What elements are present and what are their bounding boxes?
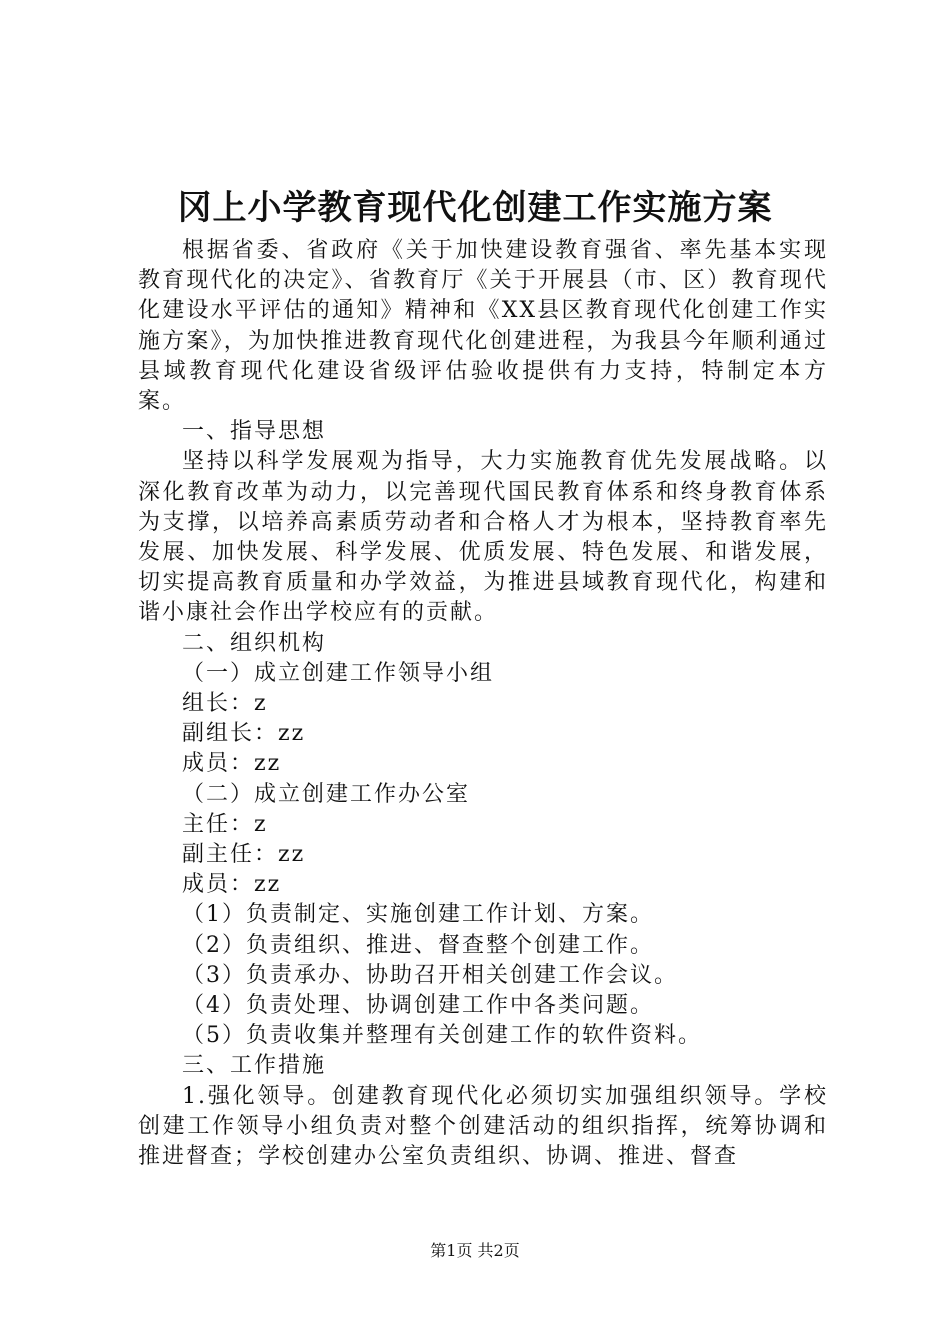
section-heading-organization: 二、组织机构 [182, 630, 327, 656]
leader-line: 组长：z [182, 691, 268, 717]
subheading-office: （二）成立创建工作办公室 [182, 781, 471, 807]
document-body [138, 236, 828, 1172]
office-members-line: 成员：zz [182, 872, 282, 898]
duty-item-2: （2）负责组织、推进、督查整个创建工作。 [182, 932, 654, 958]
document-title: 冈上小学教育现代化创建工作实施方案 [177, 188, 773, 228]
page-footer: 第1页 共2页 [430, 1241, 520, 1260]
intro-paragraph: 根据省委、省政府《关于加快建设教育强省、率先基本实现教育现代化的决定》、省教育厅《关于开展县（市、区）教育现代化建设水平评估的通知》精神和《XX县区教育现代化创建工作实施方案》，为加快推进教育现代化创建进程，为我县今年顺利通过县域教育现代化建设省级评估验收提供有力支持，特制定本方案。 [138, 238, 828, 415]
deputy-leader-line: 副组长：zz [182, 721, 306, 747]
measure-paragraph-1: 1.强化领导。创建教育现代化必须切实加强组织领导。学校创建工作领导小组负责对整个创建活动的组织指挥，统筹协调和推进督查；学校创建办公室负责组织、协调、推进、督查 [138, 1083, 828, 1170]
duty-item-5: （5）负责收集并整理有关创建工作的软件资料。 [182, 1023, 702, 1049]
members-line: 成员：zz [182, 751, 282, 777]
subheading-leading-group: （一）成立创建工作领导小组 [182, 660, 495, 686]
director-line: 主任：z [182, 811, 268, 837]
duty-item-4: （4）负责处理、协调创建工作中各类问题。 [182, 993, 654, 1019]
duty-item-3: （3）负责承办、协助召开相关创建工作会议。 [182, 962, 678, 988]
duty-item-1: （1）负责制定、实施创建工作计划、方案。 [182, 902, 654, 928]
guiding-ideology-paragraph: 坚持以科学发展观为指导，大力实施教育优先发展战略。以深化教育改革为动力，以完善现代国民教育体系和终身教育体系为支撑，以培养高素质劳动者和合格人才为根本，坚持教育率先发展、加快发展、科学发展、优质发展、特色发展、和谐发展，切实提高教育质量和办学效益，为推进县域教育现代化，构建和谐小康社会作出学校应有的贡献。 [138, 449, 828, 626]
deputy-director-line: 副主任：zz [182, 842, 306, 868]
section-heading-measures: 三、工作措施 [182, 1053, 327, 1079]
section-heading-guiding-ideology: 一、指导思想 [182, 419, 327, 445]
